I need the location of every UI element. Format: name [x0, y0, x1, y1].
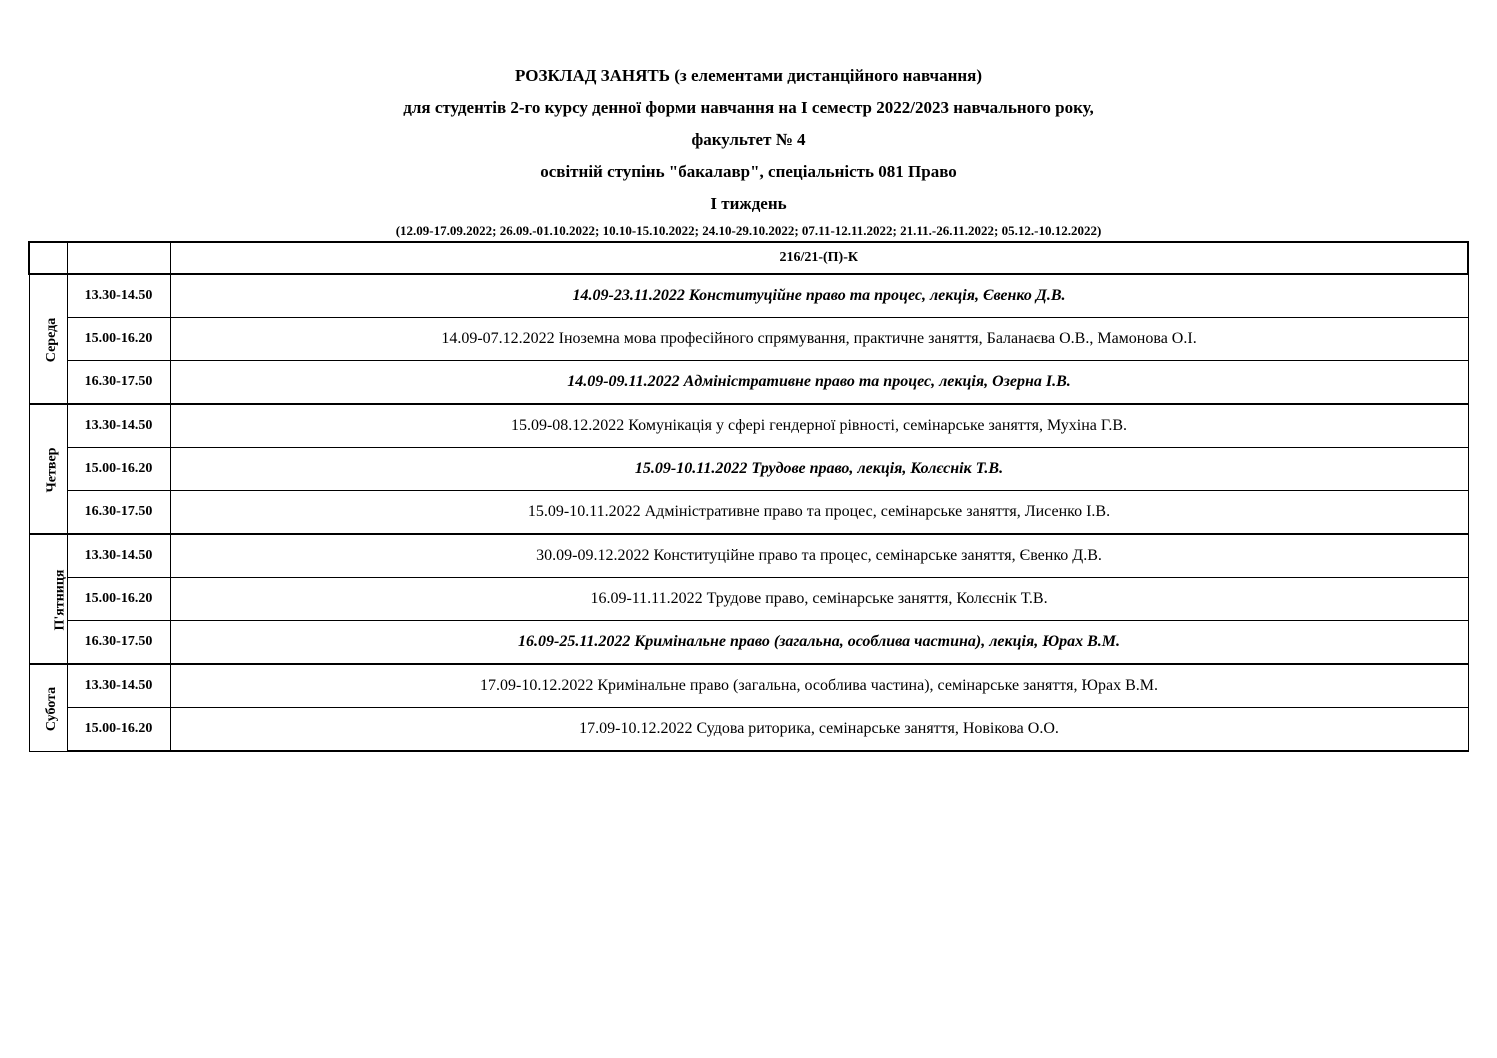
header-day-cell: [29, 242, 67, 274]
lecture-entry: 14.09-09.11.2022 Адміністративне право та процес, лекція, Озерна І.В.: [170, 361, 1468, 405]
day-label: Середа: [43, 317, 59, 363]
day-cell: [29, 274, 67, 404]
day-label: Четвер: [43, 447, 59, 493]
day-label: Субота: [43, 686, 59, 731]
group-code: 216/21-(П)-К: [170, 242, 1468, 274]
document-subtitle: для студентів 2-го курсу денної форми навчання на I семестр 2022/2023 навчального року,: [403, 98, 1094, 117]
class-entry: 17.09-10.12.2022 Кримінальне право (загальна, особлива частина), семінарське заняття, Юрах В.М.: [170, 664, 1468, 708]
class-entry: 30.09-09.12.2022 Конституційне право та процес, семінарське заняття, Євенко Д.В.: [170, 534, 1468, 578]
week-dates: (12.09-17.09.2022; 26.09.-01.10.2022; 10.10-15.10.2022; 24.10-29.10.2022; 07.11-12.11.2022; 21.11.-26.11.2022; 05.12.-10.12.2022): [395, 223, 1102, 238]
table-row: [29, 404, 1468, 448]
time-slot: 13.30-14.50: [67, 404, 170, 448]
class-entry: 14.09-07.12.2022 Іноземна мова професійного спрямування, практичне заняття, Баланаєва О.В., Мамонова О.І.: [170, 318, 1468, 361]
header-time-cell: [67, 242, 170, 274]
time-slot: 15.00-16.20: [67, 448, 170, 491]
time-slot: 13.30-14.50: [67, 274, 170, 318]
day-cell: [29, 534, 67, 664]
class-entry: 17.09-10.12.2022 Судова риторика, семінарське заняття, Новікова О.О.: [170, 708, 1468, 752]
time-slot: 16.30-17.50: [67, 621, 170, 665]
time-slot: 13.30-14.50: [67, 534, 170, 578]
day-cell: [29, 664, 67, 751]
table-header-row: [29, 242, 1468, 274]
lecture-entry: 15.09-10.11.2022 Трудове право, лекція, Колєснік Т.В.: [170, 448, 1468, 491]
time-slot: 15.00-16.20: [67, 708, 170, 752]
table-row: [29, 621, 1468, 665]
day-cell: [29, 404, 67, 534]
schedule-table: [28, 241, 1469, 752]
class-entry: 16.09-11.11.2022 Трудове право, семінарське заняття, Колєснік Т.В.: [170, 578, 1468, 621]
lecture-entry: 16.09-25.11.2022 Кримінальне право (загальна, особлива частина), лекція, Юрах В.М.: [170, 621, 1468, 665]
document-header: [0, 60, 1497, 240]
class-entry: 15.09-08.12.2022 Комунікація у сфері гендерної рівності, семінарське заняття, Мухіна Г.В.: [170, 404, 1468, 448]
table-row: [29, 578, 1468, 621]
table-row: [29, 318, 1468, 361]
document-title: РОЗКЛАД ЗАНЯТЬ (з елементами дистанційного навчання): [514, 66, 983, 85]
week-label: I тиждень: [710, 194, 787, 213]
time-slot: 16.30-17.50: [67, 361, 170, 405]
table-row: [29, 708, 1468, 752]
time-slot: 16.30-17.50: [67, 491, 170, 535]
table-row: [29, 361, 1468, 405]
time-slot: 15.00-16.20: [67, 578, 170, 621]
table-row: [29, 274, 1468, 318]
table-row: [29, 491, 1468, 535]
table-row: [29, 534, 1468, 578]
lecture-entry: 14.09-23.11.2022 Конституційне право та процес, лекція, Євенко Д.В.: [170, 274, 1468, 318]
class-entry: 15.09-10.11.2022 Адміністративне право та процес, семінарське заняття, Лисенко І.В.: [170, 491, 1468, 535]
time-slot: 15.00-16.20: [67, 318, 170, 361]
specialty-line: освітній ступінь "бакалавр", спеціальність 081 Право: [540, 162, 957, 181]
day-label: П'ятниця: [52, 569, 68, 631]
faculty-line: факультет № 4: [691, 130, 806, 149]
table-row: [29, 448, 1468, 491]
table-row: [29, 664, 1468, 708]
time-slot: 13.30-14.50: [67, 664, 170, 708]
